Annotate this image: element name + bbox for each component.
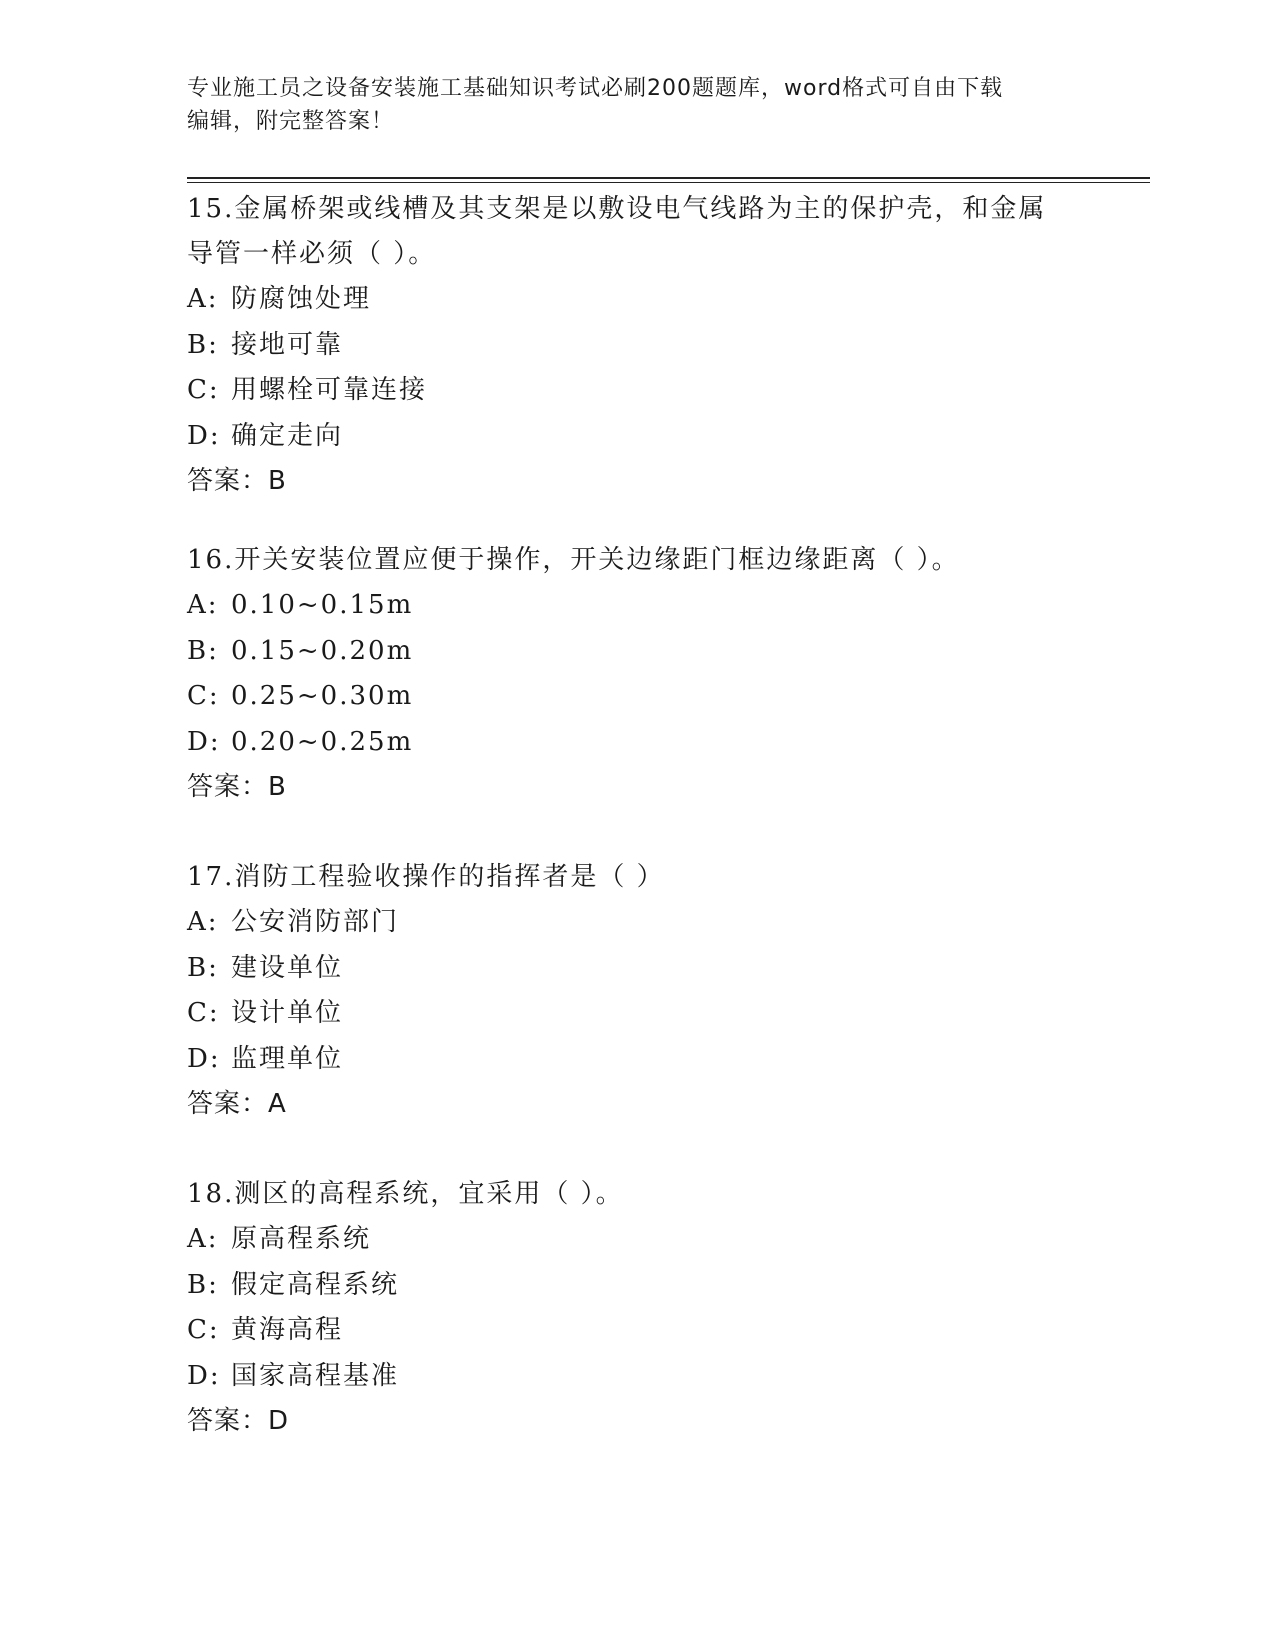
question-16 [187, 538, 1087, 810]
option-key: A: [187, 284, 219, 314]
option-text: 0.25~0.30m [231, 681, 414, 711]
document-header [187, 72, 1067, 138]
header-line-1: 专业施工员之设备安装施工基础知识考试必刷200题题库，word格式可自由下载 [187, 76, 1004, 101]
option-text: 0.20~0.25m [231, 726, 414, 757]
option-text: 建设单位 [231, 952, 344, 983]
option-d [187, 1037, 1087, 1083]
option-key: A: [187, 907, 219, 937]
option-key: A: [187, 1224, 219, 1254]
option-b [187, 1263, 1087, 1309]
option-text: 假定高程系统 [231, 1269, 400, 1300]
question-17 [187, 855, 1087, 1127]
option-key: D: [187, 726, 221, 757]
question-stem-line: 18.测区的高程系统，宜采用（ ）。 [187, 1179, 624, 1209]
option-key: D: [187, 1043, 221, 1074]
option-a [187, 900, 1087, 946]
option-text: 原高程系统 [231, 1224, 372, 1254]
option-key: B: [187, 952, 219, 983]
option-key: B: [187, 635, 219, 666]
option-key: B: [187, 329, 219, 360]
question-stem-line: 17.消防工程验收操作的指挥者是（ ） [187, 862, 665, 892]
option-key: D: [187, 420, 221, 451]
option-text: 接地可靠 [231, 329, 344, 360]
option-text: 防腐蚀处理 [231, 284, 372, 314]
answer-line: 答案：D [187, 1406, 290, 1436]
option-key: C: [187, 681, 220, 711]
header-line-2: 编辑，附完整答案！ [187, 109, 395, 134]
option-key: C: [187, 1315, 220, 1345]
option-a [187, 583, 1087, 629]
option-a [187, 1217, 1087, 1263]
option-a [187, 277, 1087, 323]
option-text: 监理单位 [231, 1043, 344, 1074]
option-text: 0.15~0.20m [231, 635, 414, 666]
header-divider-thick [187, 177, 1150, 179]
question-stem-line: 15.金属桥架或线槽及其支架是以敷设电气线路为主的保护壳，和金属 [187, 194, 1047, 224]
option-d [187, 414, 1087, 460]
question-15 [187, 187, 1087, 504]
answer-line: 答案：A [187, 1089, 287, 1119]
question-18 [187, 1172, 1087, 1444]
option-text: 0.10~0.15m [231, 590, 414, 620]
option-text: 设计单位 [231, 998, 344, 1028]
option-text: 国家高程基准 [231, 1360, 400, 1391]
option-c [187, 674, 1087, 720]
header-divider-thin [187, 182, 1150, 183]
option-key: A: [187, 590, 219, 620]
option-key: C: [187, 375, 220, 405]
option-text: 黄海高程 [231, 1315, 344, 1345]
option-key: D: [187, 1360, 221, 1391]
option-d [187, 1354, 1087, 1400]
option-c [187, 991, 1087, 1037]
option-c [187, 368, 1087, 414]
option-b [187, 323, 1087, 369]
option-text: 用螺栓可靠连接 [231, 375, 428, 405]
question-stem-line: 导管一样必须（ ）。 [187, 239, 437, 269]
option-d [187, 720, 1087, 766]
option-text: 确定走向 [231, 420, 344, 451]
option-b [187, 946, 1087, 992]
option-key: C: [187, 998, 220, 1028]
option-b [187, 629, 1087, 675]
option-key: B: [187, 1269, 219, 1300]
answer-line: 答案：B [187, 772, 287, 802]
question-stem-line: 16.开关安装位置应便于操作，开关边缘距门框边缘距离（ ）。 [187, 545, 960, 575]
answer-line: 答案：B [187, 466, 287, 496]
option-text: 公安消防部门 [231, 907, 400, 937]
option-c [187, 1308, 1087, 1354]
